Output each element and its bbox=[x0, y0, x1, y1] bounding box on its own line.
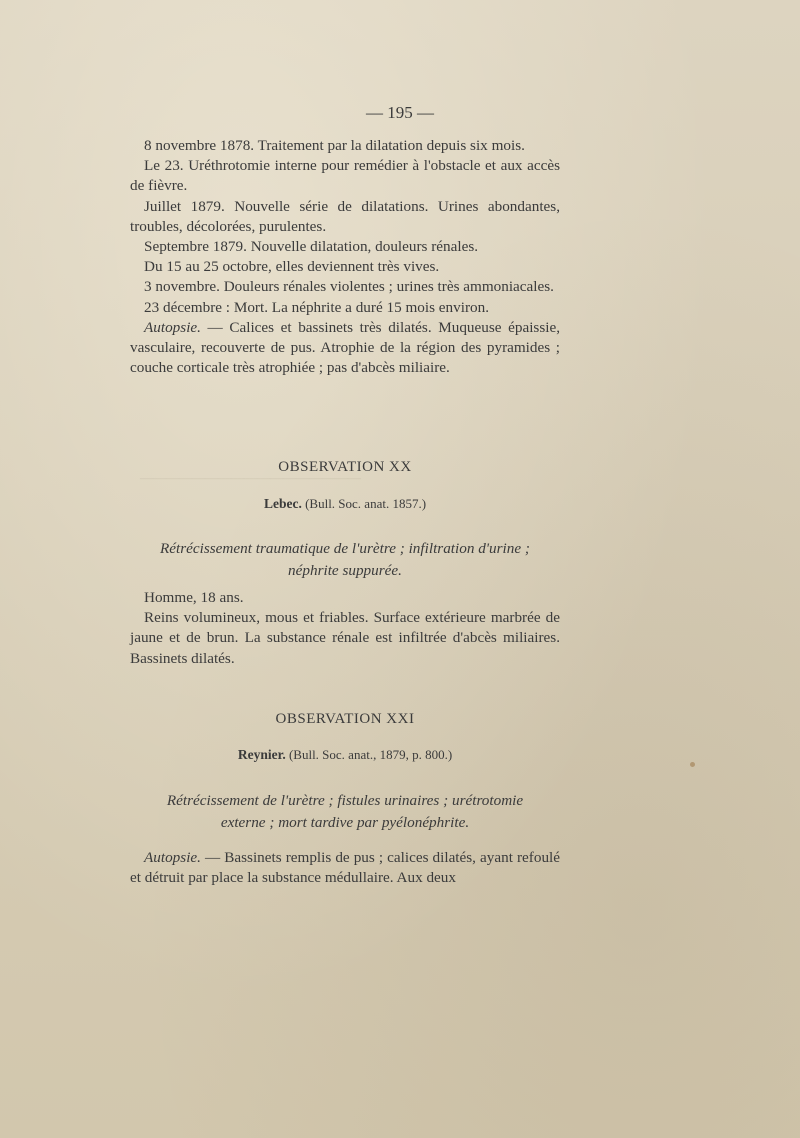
paragraph: Reins volumineux, mous et friables. Surface extérieure marbrée de jaune et de brun. La substance rénale est infiltrée d'abcès miliaires. Bassinets dilatés. bbox=[130, 609, 560, 667]
observation-xx-reference: (Bull. Soc. anat. 1857.) bbox=[301, 496, 427, 511]
autopsy-label: Autopsie. bbox=[144, 849, 201, 866]
paragraph: Homme, 18 ans. bbox=[144, 589, 244, 606]
observation-xxi-author: Reynier. bbox=[237, 747, 286, 762]
observation-xxi-subtitle bbox=[130, 790, 560, 834]
observation-xx-subtitle bbox=[130, 538, 560, 582]
page-number: — 195 — bbox=[366, 103, 434, 122]
autopsy-paragraph bbox=[130, 318, 560, 379]
paper-speck bbox=[690, 762, 695, 767]
autopsy-label: Autopsie. bbox=[144, 318, 201, 336]
observation-xxi-source bbox=[130, 747, 560, 763]
autopsy-paragraph bbox=[130, 848, 560, 888]
observation-xx-author: Lebec. bbox=[263, 496, 302, 511]
paragraph: Juillet 1879. Nouvelle série de dilatations. Urines abondantes, troubles, décolorées, purulentes. bbox=[130, 197, 560, 235]
observation-xx-title: OBSERVATION XX bbox=[278, 459, 412, 475]
observation-xxi-subtitle-line: Rétrécissement de l'urètre ; fistules urinaires ; urétrotomie bbox=[166, 792, 524, 809]
observation-xxi-title: OBSERVATION XXI bbox=[275, 711, 415, 727]
observation-xxi-subtitle-line: externe ; mort tardive par pyélonéphrite. bbox=[220, 814, 470, 831]
paragraph: 8 novembre 1878. Traitement par la dilatation depuis six mois. bbox=[144, 137, 525, 154]
observation-continuation bbox=[130, 136, 560, 378]
observation-xx-body bbox=[130, 588, 560, 669]
autopsy-text: — Bassinets remplis de pus ; calices dilatés, ayant refoulé et détruit par place la substance médullaire. Aux deux bbox=[130, 849, 560, 887]
paragraph: 23 décembre : Mort. La néphrite a duré 15 mois environ. bbox=[144, 298, 489, 316]
paragraph: 3 novembre. Douleurs rénales violentes ; urines très ammoniacales. bbox=[144, 278, 554, 296]
observation-xx-subtitle-line: néphrite suppurée. bbox=[288, 562, 402, 579]
observation-xxi-reference: (Bull. Soc. anat., 1879, p. 800.) bbox=[285, 747, 453, 762]
observation-xxi-body bbox=[130, 848, 560, 888]
observation-xx-source bbox=[130, 496, 560, 512]
paragraph: Le 23. Uréthrotomie interne pour remédier à l'obstacle et aux accès de fièvre. bbox=[130, 157, 560, 195]
observation-xx-subtitle-line: Rétrécissement traumatique de l'urètre ; infiltration d'urine ; bbox=[160, 540, 530, 557]
paragraph: Du 15 au 25 octobre, elles deviennent très vives. bbox=[144, 258, 440, 276]
bleed-through-decoration: ————————————————— bbox=[140, 470, 361, 485]
autopsy-text: — Calices et bassinets très dilatés. Muqueuse épaissie, vasculaire, recouverte de pus. Atrophie de la région des pyramides ; couche corticale très atrophiée ; pas d'abcès miliaire. bbox=[130, 318, 560, 377]
paragraph: Septembre 1879. Nouvelle dilatation, douleurs rénales. bbox=[144, 238, 479, 256]
